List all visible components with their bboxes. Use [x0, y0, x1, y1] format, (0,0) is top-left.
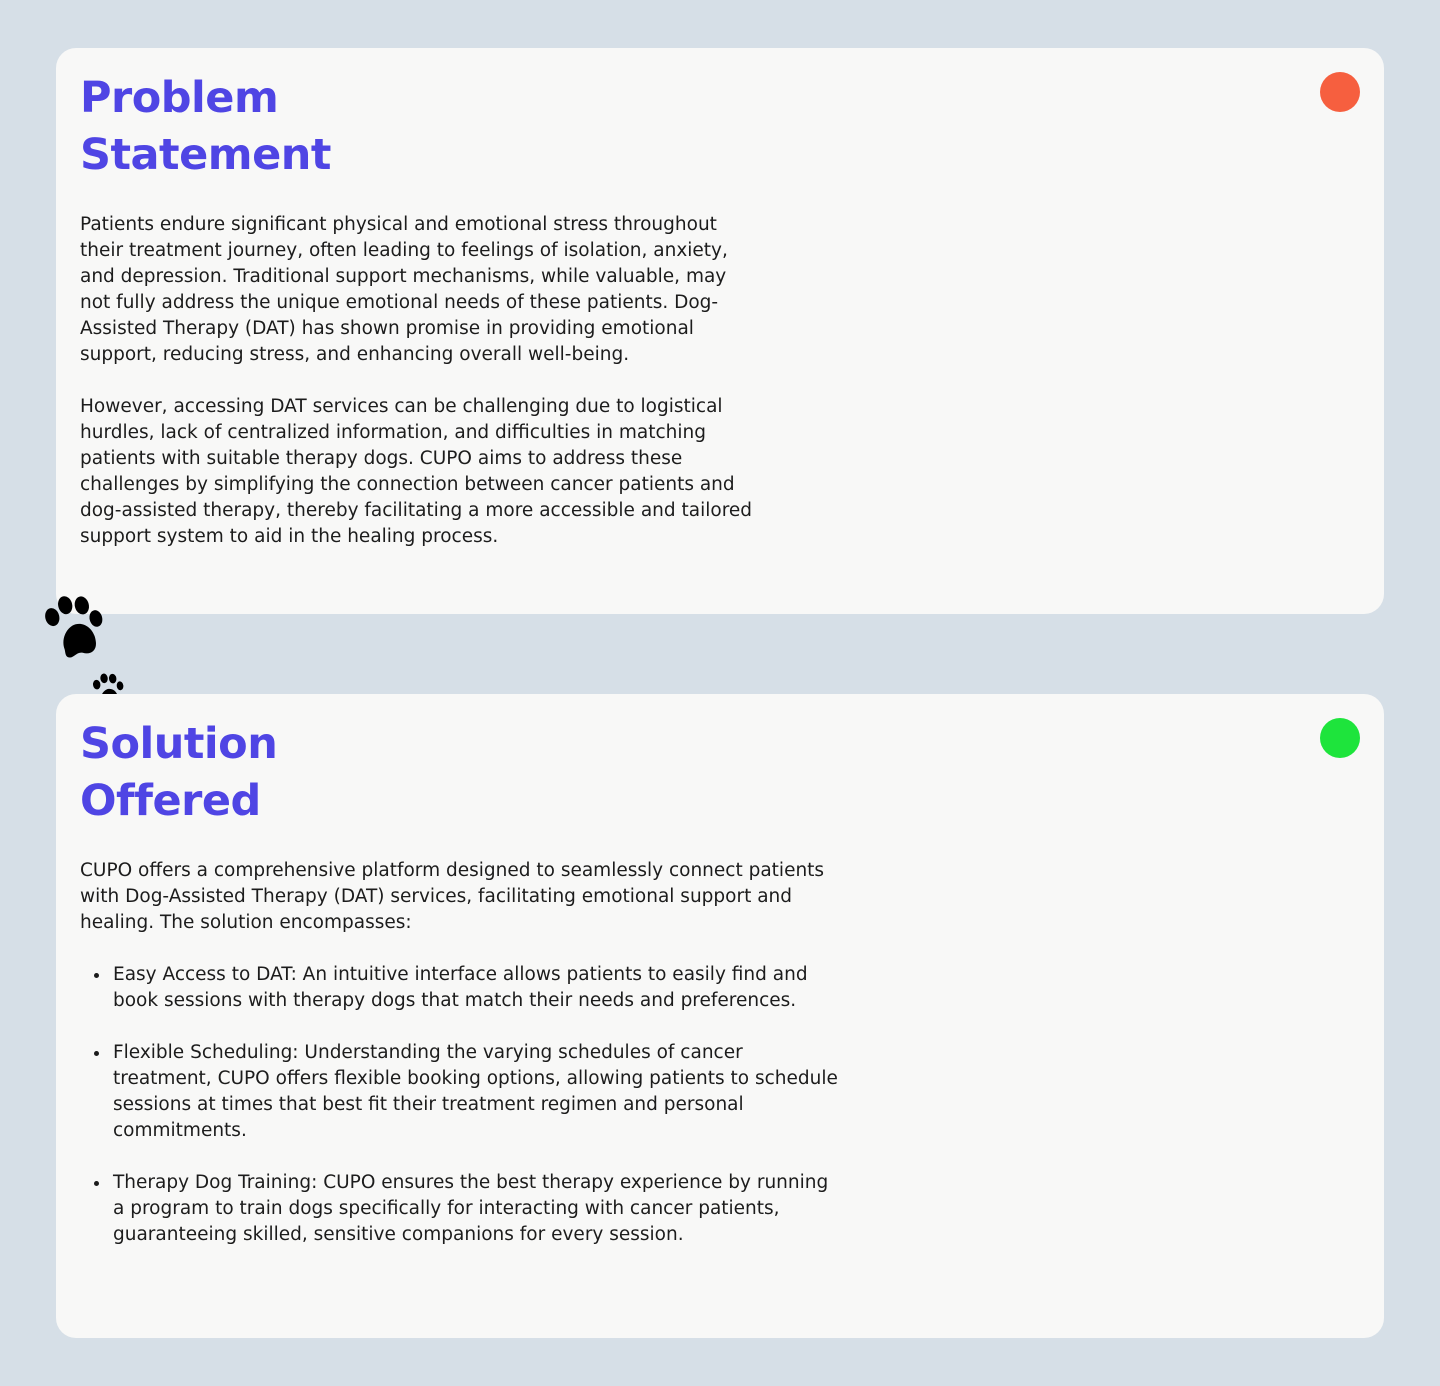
- paragraph: Patients endure significant physical and emotional stress throughout their treatment journey, often leading to feelings of isolation, anxiety, and depression. Traditional support mechanisms, while valuable, may not fully address the unique emotional needs of these patients. Dog-Assisted Therapy (DAT) has shown promise in providing emotional support, reducing stress, and enhancing overall well-being.: [80, 214, 728, 365]
- problem-statement-body: [80, 212, 760, 550]
- solution-offered-title: [80, 716, 400, 830]
- solution-offered-body: [80, 858, 840, 1248]
- list-item: Therapy Dog Training: CUPO ensures the best therapy experience by running a program to train dogs specifically for interacting with cancer patients, guaranteeing skilled, sensitive companions for every session.: [80, 1170, 840, 1248]
- problem-statement-title: [80, 70, 400, 184]
- problem-statement-card: [56, 48, 1384, 614]
- status-dot-orange: [1320, 72, 1360, 112]
- list-item: Flexible Scheduling: Understanding the varying schedules of cancer treatment, CUPO offers flexible booking options, allowing patients to schedule sessions at times that best fit their treatment regimen and personal commitments.: [80, 1040, 840, 1144]
- solution-offered-card: [56, 694, 1384, 1338]
- title-line: Statement: [80, 130, 331, 180]
- intro-paragraph: CUPO offers a comprehensive platform designed to seamlessly connect patients with Dog-Assisted Therapy (DAT) services, facilitating emotional support and healing. The solution encompasses:: [80, 860, 825, 933]
- title-line: Solution: [80, 719, 278, 769]
- title-line: Offered: [80, 776, 261, 826]
- paragraph: However, accessing DAT services can be challenging due to logistical hurdles, lack of centralized information, and difficulties in matching patients with suitable therapy dogs. CUPO aims to address these challenges by simplifying the connection between cancer patients and dog-assisted therapy, thereby facilitating a more accessible and tailored support system to aid in the healing process.: [80, 396, 753, 547]
- status-dot-green: [1320, 718, 1360, 758]
- list-item: Easy Access to DAT: An intuitive interface allows patients to easily find and book sessions with therapy dogs that match their needs and preferences.: [80, 962, 840, 1014]
- solution-bullet-list: [80, 962, 840, 1248]
- title-line: Problem: [80, 73, 279, 123]
